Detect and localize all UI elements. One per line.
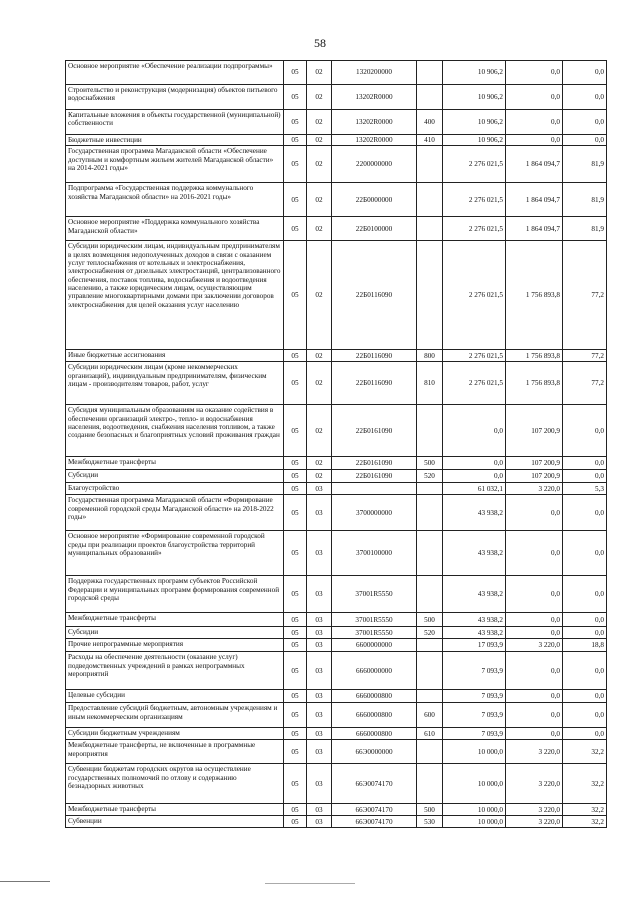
table-row [66,627,607,639]
cell-target-article: 22Б0116090 [332,241,417,350]
cell-subsection: 03 [307,764,332,804]
cell-expense-type [417,495,443,531]
cell-target-article: 37001R5550 [332,576,417,613]
cell-section: 05 [284,804,307,816]
cell-execution-percent: 0,0 [563,627,607,639]
cell-planned-amount: 10 906,2 [443,110,506,135]
cell-name: Строительство и реконструкция (модернизация) объектов питьевого водоснабжения [66,85,284,110]
table-row [66,728,607,740]
cell-planned-amount: 7 093,9 [443,728,506,740]
cell-name: Иные бюджетные ассигнования [66,350,284,362]
cell-executed-amount: 0,0 [506,627,563,639]
cell-expense-type [417,690,443,703]
cell-subsection: 03 [307,816,332,828]
table-row [66,804,607,816]
cell-name: Субвенции бюджетам городских округов на осуществление государственных полномочий по отлову и содержанию безнадзорных животных [66,764,284,804]
table-row [66,483,607,495]
cell-section: 05 [284,576,307,613]
cell-name: Субсидия муниципальным образованиям на оказание содействия в обеспечении организаций электро-, тепло- и водоснабжения населения, водоотведения, снабжения населения топливом, а также создание безопасных и благоприятных условий проживания граждан [66,405,284,457]
cell-subsection: 03 [307,639,332,652]
cell-planned-amount: 2 276 021,5 [443,241,506,350]
cell-name: Целевые субсидии [66,690,284,703]
cell-section: 05 [284,703,307,728]
cell-planned-amount: 10 906,2 [443,85,506,110]
cell-executed-amount: 107 200,9 [506,457,563,470]
table-row [66,85,607,110]
cell-expense-type: 410 [417,135,443,146]
cell-section: 05 [284,495,307,531]
cell-executed-amount: 0,0 [506,576,563,613]
cell-planned-amount: 2 276 021,5 [443,217,506,241]
cell-execution-percent: 32,2 [563,816,607,828]
cell-target-article: 6660000800 [332,690,417,703]
cell-execution-percent: 0,0 [563,135,607,146]
cell-target-article: 22Б0161090 [332,457,417,470]
cell-executed-amount: 0,0 [506,495,563,531]
cell-subsection: 02 [307,470,332,483]
cell-executed-amount: 0,0 [506,652,563,690]
cell-section: 05 [284,483,307,495]
cell-execution-percent: 77,2 [563,362,607,405]
cell-planned-amount: 0,0 [443,457,506,470]
table-row [66,110,607,135]
cell-section: 05 [284,764,307,804]
cell-target-article: 22Б0116090 [332,362,417,405]
cell-executed-amount: 107 200,9 [506,405,563,457]
cell-executed-amount: 0,0 [506,61,563,85]
table-row [66,61,607,85]
cell-subsection: 03 [307,627,332,639]
cell-executed-amount: 3 220,0 [506,764,563,804]
cell-planned-amount: 0,0 [443,470,506,483]
cell-name: Субсидии юридическим лицам, индивидуальным предпринимателям в целях возмещения недополученных доходов в связи с оказанием услуг теплоснабжения от котельных и электроснабжения, электроснабжения от дизельных электростанций, централизованного обеспечения, поставок топлива, водоснабжения и водоотведения населению, а также юридическим лицам, осуществляющим управление многоквартирными домами при заключении договоров электроснабжения для целей оказания услуг населению [66,241,284,350]
cell-name: Субсидии [66,470,284,483]
cell-target-article: 3700100000 [332,531,417,576]
cell-execution-percent: 32,2 [563,804,607,816]
table-row [66,531,607,576]
cell-target-article: 13202R0000 [332,85,417,110]
cell-executed-amount: 0,0 [506,703,563,728]
cell-expense-type [417,639,443,652]
cell-name: Межбюджетные трансферты [66,613,284,627]
cell-name: Субсидии [66,627,284,639]
cell-expense-type [417,146,443,183]
cell-section: 05 [284,405,307,457]
scan-artifact-left [0,881,50,882]
cell-section: 05 [284,85,307,110]
cell-target-article: 66Э0074170 [332,816,417,828]
cell-executed-amount: 1 756 893,8 [506,350,563,362]
cell-expense-type: 400 [417,110,443,135]
cell-target-article: 22Б0116090 [332,350,417,362]
cell-section: 05 [284,531,307,576]
cell-execution-percent: 0,0 [563,470,607,483]
cell-target-article: 22Б0161090 [332,405,417,457]
cell-execution-percent: 81,9 [563,217,607,241]
cell-executed-amount: 1 864 094,7 [506,146,563,183]
cell-name: Государственная программа Магаданской области «Обеспечение доступным и комфортным жильем жителей Магаданской области» на 2014-2021 годы» [66,146,284,183]
cell-subsection: 02 [307,217,332,241]
cell-target-article: 22Б0100000 [332,217,417,241]
cell-execution-percent: 0,0 [563,703,607,728]
cell-subsection: 02 [307,350,332,362]
cell-target-article: 37001R5550 [332,627,417,639]
cell-execution-percent: 0,0 [563,85,607,110]
cell-execution-percent: 0,0 [563,110,607,135]
cell-expense-type [417,740,443,764]
cell-expense-type: 500 [417,804,443,816]
cell-executed-amount: 107 200,9 [506,470,563,483]
cell-executed-amount: 0,0 [506,613,563,627]
table-row [66,652,607,690]
cell-expense-type [417,85,443,110]
cell-target-article: 22Б0161090 [332,470,417,483]
cell-execution-percent: 81,9 [563,183,607,217]
cell-execution-percent: 0,0 [563,576,607,613]
cell-executed-amount: 3 220,0 [506,483,563,495]
cell-execution-percent: 18,8 [563,639,607,652]
cell-planned-amount: 10 906,2 [443,61,506,85]
cell-name: Предоставление субсидий бюджетным, автономным учреждениям и иным некоммерческим организациям [66,703,284,728]
cell-planned-amount: 2 276 021,5 [443,146,506,183]
table-row [66,576,607,613]
cell-expense-type [417,405,443,457]
cell-target-article: 3700000000 [332,495,417,531]
table-row [66,183,607,217]
cell-execution-percent: 81,9 [563,146,607,183]
table-row [66,703,607,728]
cell-expense-type: 520 [417,627,443,639]
cell-name: Основное мероприятие «Обеспечение реализации подпрограммы» [66,61,284,85]
cell-subsection: 02 [307,146,332,183]
table-row [66,135,607,146]
cell-subsection: 03 [307,483,332,495]
cell-name: Межбюджетные трансферты, не включенные в программные мероприятия [66,740,284,764]
table-row [66,146,607,183]
cell-executed-amount: 0,0 [506,85,563,110]
cell-section: 05 [284,457,307,470]
cell-execution-percent: 0,0 [563,690,607,703]
cell-section: 05 [284,816,307,828]
cell-name: Благоустройство [66,483,284,495]
table-row [66,764,607,804]
cell-subsection: 02 [307,85,332,110]
cell-execution-percent: 77,2 [563,241,607,350]
cell-subsection: 03 [307,703,332,728]
cell-section: 05 [284,110,307,135]
cell-execution-percent: 0,0 [563,728,607,740]
table-row [66,613,607,627]
cell-executed-amount: 3 220,0 [506,740,563,764]
cell-execution-percent: 77,2 [563,350,607,362]
cell-planned-amount: 17 093,9 [443,639,506,652]
cell-name: Расходы на обеспечение деятельности (оказание услуг) подведомственных учреждений в рамках непрограммных мероприятий [66,652,284,690]
cell-execution-percent: 32,2 [563,764,607,804]
cell-executed-amount: 0,0 [506,135,563,146]
cell-name: Субсидии юридическим лицам (кроме некоммерческих организаций), индивидуальным предпринимателям, физическим лицам - производителям товаров, работ, услуг [66,362,284,405]
cell-execution-percent: 0,0 [563,405,607,457]
cell-name: Основное мероприятие «Формирование современной городской среды при реализации проектов благоустройства территорий муниципальных образований» [66,531,284,576]
cell-planned-amount: 10 000,0 [443,764,506,804]
cell-execution-percent: 0,0 [563,457,607,470]
cell-section: 05 [284,241,307,350]
cell-execution-percent: 0,0 [563,531,607,576]
cell-subsection: 02 [307,405,332,457]
cell-section: 05 [284,613,307,627]
cell-section: 05 [284,690,307,703]
cell-subsection: 02 [307,135,332,146]
cell-planned-amount: 7 093,9 [443,690,506,703]
cell-expense-type: 500 [417,613,443,627]
table-row [66,241,607,350]
cell-name: Основное мероприятие «Поддержка коммунального хозяйства Магаданской области» [66,217,284,241]
cell-executed-amount: 1 756 893,8 [506,362,563,405]
cell-target-article [332,483,417,495]
cell-subsection: 03 [307,652,332,690]
cell-target-article: 66Э0074170 [332,804,417,816]
cell-expense-type: 610 [417,728,443,740]
cell-subsection: 02 [307,457,332,470]
cell-target-article: 2200000000 [332,146,417,183]
cell-name: Поддержка государственных программ субъектов Российской Федерации и муниципальных программ формирования современной городской среды [66,576,284,613]
cell-name: Капитальные вложения в объекты государственной (муниципальной) собственности [66,110,284,135]
cell-section: 05 [284,627,307,639]
budget-table [65,60,607,828]
cell-expense-type [417,217,443,241]
cell-target-article: 13202R0000 [332,135,417,146]
table-row [66,470,607,483]
cell-subsection: 03 [307,576,332,613]
cell-executed-amount: 0,0 [506,690,563,703]
cell-section: 05 [284,470,307,483]
cell-planned-amount: 10 906,2 [443,135,506,146]
cell-executed-amount: 3 220,0 [506,816,563,828]
cell-name: Субсидии бюджетным учреждениям [66,728,284,740]
cell-expense-type [417,531,443,576]
cell-section: 05 [284,61,307,85]
cell-subsection: 02 [307,241,332,350]
cell-subsection: 02 [307,110,332,135]
cell-execution-percent: 0,0 [563,61,607,85]
cell-expense-type: 800 [417,350,443,362]
cell-executed-amount: 0,0 [506,110,563,135]
cell-name: Межбюджетные трансферты [66,457,284,470]
cell-execution-percent: 5,3 [563,483,607,495]
cell-subsection: 02 [307,362,332,405]
cell-target-article: 6600000000 [332,639,417,652]
table-row [66,639,607,652]
cell-name: Бюджетные инвестиции [66,135,284,146]
cell-planned-amount: 61 032,1 [443,483,506,495]
cell-expense-type [417,241,443,350]
cell-section: 05 [284,362,307,405]
cell-section: 05 [284,135,307,146]
cell-subsection: 02 [307,183,332,217]
cell-executed-amount: 0,0 [506,728,563,740]
table-body [66,61,607,828]
cell-expense-type [417,483,443,495]
cell-planned-amount: 10 000,0 [443,740,506,764]
cell-planned-amount: 7 093,9 [443,703,506,728]
cell-execution-percent: 32,2 [563,740,607,764]
cell-planned-amount: 10 000,0 [443,804,506,816]
cell-name: Государственная программа Магаданской области «Формирование современной городской среды Магаданской области» на 2018-2022 годы» [66,495,284,531]
table-row [66,457,607,470]
cell-subsection: 03 [307,804,332,816]
cell-execution-percent: 0,0 [563,495,607,531]
cell-execution-percent: 0,0 [563,613,607,627]
cell-executed-amount: 1 864 094,7 [506,217,563,241]
table-row [66,405,607,457]
cell-expense-type: 500 [417,457,443,470]
cell-expense-type: 520 [417,470,443,483]
cell-planned-amount: 2 276 021,5 [443,350,506,362]
cell-expense-type [417,764,443,804]
table-row [66,816,607,828]
cell-expense-type [417,652,443,690]
cell-subsection: 03 [307,613,332,627]
cell-planned-amount: 2 276 021,5 [443,362,506,405]
cell-expense-type: 600 [417,703,443,728]
cell-expense-type [417,183,443,217]
cell-section: 05 [284,183,307,217]
cell-planned-amount: 10 000,0 [443,816,506,828]
table-row [66,690,607,703]
cell-section: 05 [284,639,307,652]
cell-expense-type: 810 [417,362,443,405]
cell-section: 05 [284,728,307,740]
cell-subsection: 02 [307,61,332,85]
cell-target-article: 66Э0000000 [332,740,417,764]
cell-target-article: 1320200000 [332,61,417,85]
cell-expense-type [417,61,443,85]
cell-target-article: 6660000000 [332,652,417,690]
cell-planned-amount: 43 938,2 [443,627,506,639]
cell-name: Подпрограмма «Государственная поддержка коммунального хозяйства Магаданской области» на 2016-2021 годы» [66,183,284,217]
cell-subsection: 03 [307,690,332,703]
cell-planned-amount: 2 276 021,5 [443,183,506,217]
cell-section: 05 [284,740,307,764]
cell-planned-amount: 43 938,2 [443,576,506,613]
cell-name: Прочие непрограммные мероприятия [66,639,284,652]
cell-executed-amount: 3 220,0 [506,804,563,816]
cell-target-article: 22Б0000000 [332,183,417,217]
table-row [66,362,607,405]
cell-planned-amount: 7 093,9 [443,652,506,690]
table-row [66,740,607,764]
cell-target-article: 66Э0074170 [332,764,417,804]
table-row [66,495,607,531]
table-row [66,350,607,362]
cell-executed-amount: 1 756 893,8 [506,241,563,350]
cell-subsection: 03 [307,531,332,576]
page-number: 58 [314,36,326,50]
scan-artifact-center [265,883,355,884]
cell-target-article: 6660000800 [332,728,417,740]
cell-target-article: 6660000800 [332,703,417,728]
cell-expense-type: 530 [417,816,443,828]
cell-subsection: 03 [307,740,332,764]
cell-section: 05 [284,146,307,183]
cell-section: 05 [284,217,307,241]
cell-subsection: 03 [307,495,332,531]
cell-planned-amount: 0,0 [443,405,506,457]
table-row [66,217,607,241]
cell-planned-amount: 43 938,2 [443,613,506,627]
cell-target-article: 13202R0000 [332,110,417,135]
cell-execution-percent: 0,0 [563,652,607,690]
cell-executed-amount: 3 220,0 [506,639,563,652]
cell-executed-amount: 0,0 [506,531,563,576]
cell-name: Субвенции [66,816,284,828]
cell-subsection: 03 [307,728,332,740]
cell-section: 05 [284,350,307,362]
cell-target-article: 37001R5550 [332,613,417,627]
cell-expense-type [417,576,443,613]
cell-name: Межбюджетные трансферты [66,804,284,816]
cell-executed-amount: 1 864 094,7 [506,183,563,217]
cell-section: 05 [284,652,307,690]
cell-planned-amount: 43 938,2 [443,531,506,576]
cell-planned-amount: 43 938,2 [443,495,506,531]
